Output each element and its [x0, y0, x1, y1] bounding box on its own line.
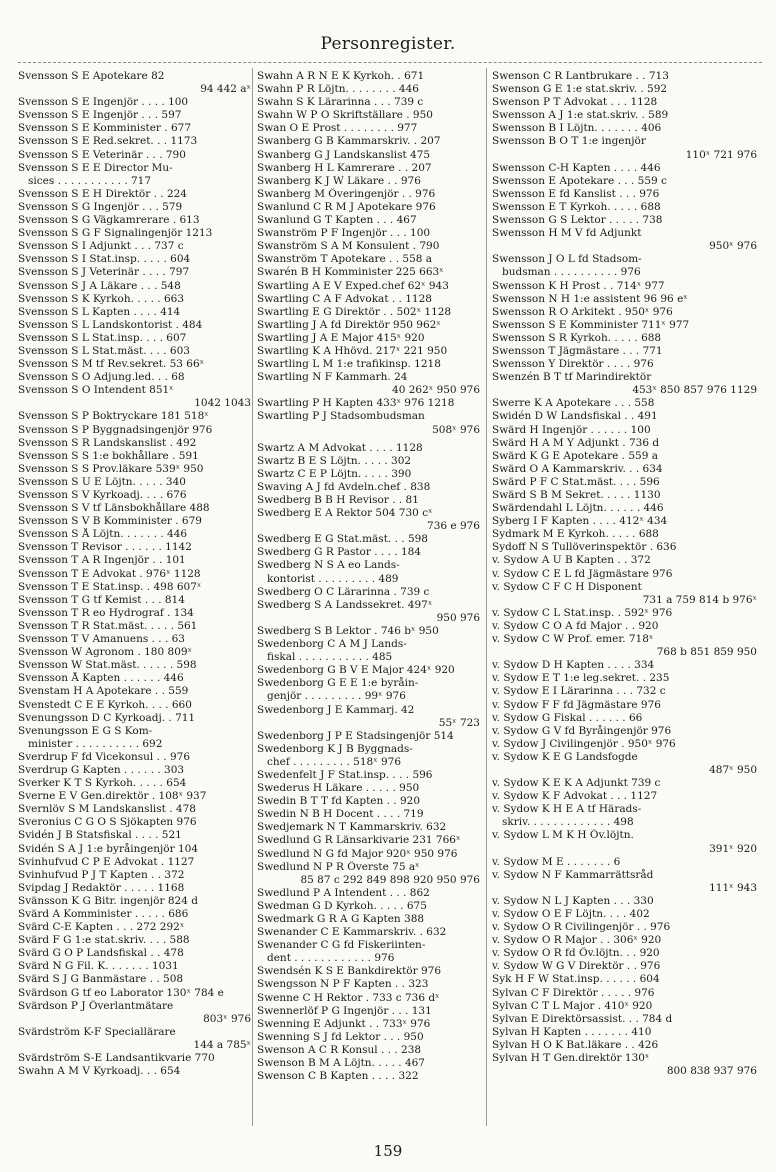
register-entry: Swenson C R Lantbrukare . . 713	[492, 70, 669, 82]
register-entry: v. Sydow L M K H Öv.löjtn.	[492, 829, 634, 842]
register-entry: v. Sydow W G V Direktör . . 976	[492, 960, 661, 973]
register-entry: Swärd S B M Sekret. . . . . 1130	[492, 489, 661, 501]
register-entry: Svensson S U E Löjtn. . . . . 340	[18, 475, 186, 488]
register-entry: v. Sydow D H Kapten . . . . 334	[492, 659, 655, 672]
register-entry: Swärd H A M Y Adjunkt . 736 d	[492, 436, 660, 449]
register-entry: Swensson G S Lektor . . . . . 738	[492, 214, 663, 227]
register-entry: v. Sydow K H E A tf Härads-	[492, 803, 642, 816]
register-entry: Sverdrup G Kapten . . . . . . 303	[18, 763, 185, 776]
register-entry: minister . . . . . . . . . . 692	[28, 737, 163, 750]
register-entry: Swahn A R N E K Kyrkoh. . 671	[257, 70, 425, 82]
register-entry: Svensson S E Ingenjör . . . 597	[18, 109, 182, 122]
register-entry: Svensson S P Boktryckare 181 518ˣ	[18, 410, 209, 423]
register-entry: Swenne C H Rektor . 733 c 736 dˣ	[257, 991, 440, 1004]
register-entry: Swartling P H Kapten 433ˣ 976 1218	[257, 397, 455, 410]
register-entry: Svipdag J Redaktör . . . . . 1168	[18, 881, 185, 894]
register-entry: v. Sydow O R Civilingenjör . . 976	[492, 921, 671, 934]
register-entry: Swenning E Adjunkt . . 733ˣ 976	[257, 1017, 431, 1030]
register-entry: Swedmark G R A G Kapten 388	[257, 913, 425, 925]
column-divider	[486, 68, 487, 1126]
column-middle	[257, 70, 480, 1083]
register-entry: Swensson A J 1:e stat.skriv. . 589	[492, 109, 669, 122]
register-entry: v. Sydow G Fiskal . . . . . . 66	[492, 711, 643, 724]
register-entry: 85 87 c 292 849 898 920 950 976	[300, 873, 480, 886]
register-entry: Swensson N H 1:e assistent 96 96 eˣ	[492, 292, 688, 305]
column-left	[18, 70, 251, 1078]
register-entry: Swidén D W Landsfiskal . . 491	[492, 410, 658, 423]
register-entry: Svensson S E Veterinär . . . 790	[18, 148, 186, 161]
register-entry: 1042 1043	[194, 397, 251, 410]
register-entry: Svensson S E Komminister . 677	[18, 122, 192, 135]
register-entry: Swedlund N P R Överste 75 aˣ	[257, 860, 420, 873]
register-entry: Swensson E fd Kanslist . . . 976	[492, 187, 660, 200]
register-entry: Svensson S E Apotekare 82	[18, 70, 165, 82]
column-divider	[252, 68, 253, 1126]
register-entry: Swensson Y Direktör . . . . 976	[492, 358, 654, 371]
register-entry: Svensson S S 1:e bokhållare . 591	[18, 449, 199, 462]
register-entry: Svensson Å Kapten . . . . . . 446	[18, 672, 184, 685]
register-entry: Svensson W Agronom . 180 809ˣ	[18, 646, 192, 659]
register-entry: Swanström T Apotekare . . 558 a	[257, 253, 433, 266]
register-entry: 800 838 937 976	[666, 1065, 757, 1078]
register-entry: Swedlund N G fd Major 920ˣ 950 976	[257, 847, 458, 860]
register-entry: Svensson S Å Löjtn. . . . . . . 446	[18, 528, 188, 541]
register-entry: Svärd F G 1:e stat.skriv. . . . 588	[18, 934, 190, 947]
register-entry: Swedenborg G B V E Major 424ˣ 920	[257, 664, 455, 677]
register-entry: Svensson S E E Director Mu-	[18, 161, 173, 174]
register-entry: Sydoff N S Tullöverinspektör . 636	[492, 541, 677, 554]
register-entry: Svensson S E Ingenjör . . . . 100	[18, 96, 189, 109]
register-entry: Svinhufvud P J T Kapten . . 372	[18, 868, 185, 881]
register-entry: Swedenborg J P E Stadsingenjör 514	[257, 729, 454, 742]
register-entry: Syk H F W Stat.insp. . . . . . 604	[492, 973, 660, 986]
register-entry: Swensson R O Arkitekt . 950ˣ 976	[492, 305, 673, 318]
register-entry: Swensson B O T 1:e ingenjör	[492, 135, 646, 148]
register-entry: Swensson J O L fd Stadsom-	[492, 253, 642, 266]
register-entry: Svärd N G Fil. K. . . . . . . 1031	[18, 960, 179, 973]
register-entry: Swaving A J fd Avdeln.chef . 838	[257, 480, 431, 493]
register-entry: Svärd A Komminister . . . . . 686	[18, 908, 189, 920]
register-entry: Svensson S G Vägkamrerare . 613	[18, 214, 200, 227]
register-entry: Svensson T R Stat.mäst. . . . . 561	[18, 619, 198, 632]
register-entry: Swenson A C R Konsul . . . 238	[257, 1043, 422, 1056]
register-entry: Sverdrup F fd Vicekonsul . . 976	[18, 750, 191, 763]
register-entry: Svensson S L Stat.insp. . . . 607	[18, 331, 187, 344]
register-entry: 110ˣ 721 976	[685, 148, 757, 161]
register-entry: Swensson B I Löjtn. . . . . . . 406	[492, 122, 662, 135]
page-number: 159	[373, 1142, 403, 1160]
register-entry: budsman . . . . . . . . . . 976	[502, 266, 641, 279]
register-entry: Svensson S E Red.sekret. . . 1173	[18, 135, 198, 148]
register-entry: 950 976	[436, 611, 480, 624]
register-entry: Swanlund G T Kapten . . . 467	[257, 214, 417, 227]
register-entry: Swahn P R Löjtn. . . . . . . . 446	[257, 83, 419, 96]
register-entry: Svensson T E Advokat . 976ˣ 1128	[18, 567, 201, 580]
register-entry: Swerre K A Apotekare . . . 558	[492, 397, 655, 410]
register-entry: Svärd S J G Banmästare . . 508	[18, 973, 184, 986]
register-entry: Swenson C B Kapten . . . . 322	[257, 1070, 419, 1083]
register-entry: Swartling E G Direktör . . 502ˣ 1128	[257, 305, 452, 318]
register-entry: Swartling P J Stadsombudsman	[257, 410, 425, 423]
register-entry: Swedberg O C Lärarinna . 739 c	[257, 585, 430, 598]
register-entry: Svensson S L Kapten . . . . 414	[18, 305, 181, 318]
register-entry: Swedberg G R Pastor . . . . 184	[257, 546, 421, 559]
register-entry: Svensson W Stat.mäst. . . . . . 598	[18, 659, 197, 672]
register-entry: Svidén J B Statsfiskal . . . . 521	[18, 829, 182, 842]
register-entry: Svensson S O Intendent 851ˣ	[18, 384, 174, 397]
register-entry: dent . . . . . . . . . . . . 976	[267, 952, 395, 965]
register-entry: Swartz A M Advokat . . . . 1128	[257, 441, 423, 454]
register-entry: Sverne E V Gen.direktör . 108ˣ 937	[18, 790, 207, 803]
register-entry: Sylvan H O K Bat.läkare . . 426	[492, 1038, 659, 1051]
register-entry: Svänsson K G Bitr. ingenjör 824 d	[18, 894, 198, 907]
register-entry: Swärd H Ingenjör . . . . . . 100	[492, 423, 651, 436]
register-entry: Swahn A M V Kyrkoadj. . . 654	[18, 1065, 181, 1078]
register-entry: Sverker K T S Kyrkoh. . . . . 654	[18, 777, 187, 790]
register-entry: v. Sydow N F Kammarrättsråd	[492, 868, 654, 881]
register-entry: Swartling J A fd Direktör 950 962ˣ	[257, 318, 441, 331]
register-entry: Swanberg H L Kamrerare . . 207	[257, 161, 432, 174]
register-entry: Svenstedt C E E Kyrkoh. . . . 660	[18, 698, 192, 711]
register-entry: Svensson T R eo Hydrograf . 134	[18, 606, 194, 619]
register-entry: 144 a 785ˣ	[193, 1038, 251, 1051]
register-entry: Swartz B E S Löjtn. . . . . 302	[257, 454, 412, 467]
register-entry: v. Sydow C W Prof. emer. 718ˣ	[492, 633, 654, 646]
register-entry: Swenander C E Kammarskriv. . 632	[257, 926, 447, 939]
column-right	[492, 70, 757, 1078]
register-entry: Swederus H Läkare . . . . . 950	[257, 782, 420, 795]
register-entry: chef . . . . . . . . . 518ˣ 976	[267, 755, 402, 768]
register-entry: Svenungsson D C Kyrkoadj. . 711	[18, 711, 196, 724]
register-entry: Swanlund C R M J Apotekare 976	[257, 200, 436, 213]
register-entry: Swan O E Prost . . . . . . . . 977	[257, 122, 418, 135]
register-entry: Swärd O A Kammarskriv. . . 634	[492, 462, 663, 475]
register-entry: 111ˣ 943	[709, 881, 757, 894]
register-entry: Svensson T V Amanuens . . . 63	[18, 633, 185, 646]
register-entry: v. Sydow O E F Löjtn. . . . 402	[492, 908, 650, 920]
register-entry: Svensson S L Stat.mäst. . . . 603	[18, 344, 190, 357]
register-entry: Swedberg E G Stat.mäst. . . 598	[257, 533, 428, 546]
register-entry: Svensson S J Veterinär . . . . 797	[18, 266, 190, 279]
register-entry: Swärd P F C Stat.mäst. . . . 596	[492, 475, 660, 488]
register-entry: Swedman G D Kyrkoh. . . . . 675	[257, 899, 427, 912]
register-entry: Sylvan H T Gen.direktör 130ˣ	[492, 1052, 650, 1065]
register-entry: Swensson C-H Kapten . . . . 446	[492, 161, 661, 174]
register-entry: v. Sydow C L Stat.insp. . 592ˣ 976	[492, 606, 673, 619]
register-entry: Svenstam H A Apotekare . . 559	[18, 685, 189, 698]
register-entry: v. Sydow C E L fd Jägmästare 976	[492, 567, 673, 580]
register-entry: Swenson P T Advokat . . . 1128	[492, 96, 658, 109]
register-entry: Svensson T E Stat.insp. . 498 607ˣ	[18, 580, 202, 593]
register-entry: Sylvan H Kapten . . . . . . . 410	[492, 1025, 652, 1038]
register-entry: v. Sydow G V fd Byråingenjör 976	[492, 724, 672, 737]
register-entry: Swärdendahl L Löjtn. . . . . . 446	[492, 502, 664, 515]
register-entry: Syberg I F Kapten . . . . 412ˣ 434	[492, 515, 668, 528]
register-entry: Swartling J A E Major 415ˣ 920	[257, 331, 425, 344]
register-entry: Swennerlöf P G Ingenjör . . . 131	[257, 1004, 432, 1017]
register-entry: Swartling K A Hhövd. 217ˣ 221 950	[257, 344, 448, 357]
register-entry: Swartling A E V Exped.chef 62ˣ 943	[257, 279, 449, 292]
register-entry: 731 a 759 814 b 976ˣ	[642, 593, 757, 606]
register-entry: 508ˣ 976	[432, 423, 480, 436]
register-entry: Svärd G O P Landsfiskal . . 478	[18, 947, 184, 960]
register-entry: Swenander C G fd Fiskeriinten-	[257, 939, 426, 952]
register-entry: Swensson K H Prost . . 714ˣ 977	[492, 279, 665, 292]
register-entry: 40 262ˣ 950 976	[392, 384, 480, 397]
register-entry: Svensson S L Landskontorist . 484	[18, 318, 203, 331]
page-title: Personregister.	[320, 34, 456, 54]
register-entry: v. Sydow K F Advokat . . . 1127	[492, 790, 658, 803]
register-entry: v. Sydow E T 1:e leg.sekret. . 235	[492, 672, 670, 685]
register-entry: Svärdson G tf eo Laborator 130ˣ 784 e	[18, 986, 224, 999]
register-entry: Swedlund P A Intendent . . . 862	[257, 886, 430, 899]
register-entry: 736 e 976	[427, 520, 480, 533]
register-entry: Swedenborg K J B Byggnads-	[257, 742, 413, 755]
register-entry: sices . . . . . . . . . . . 717	[28, 174, 152, 187]
register-entry: Swensson E T Kyrkoh. . . . . 688	[492, 200, 661, 213]
register-entry: 950ˣ 976	[709, 240, 757, 253]
register-entry: Sydmark M E Kyrkoh. . . . . 688	[492, 528, 659, 541]
register-entry: Svensson S V B Komminister . 679	[18, 515, 202, 528]
register-entry: Swanström S A M Konsulent . 790	[257, 240, 440, 253]
register-entry: Swenzén B T tf Marindirektör	[492, 371, 652, 384]
register-entry: Svidén S A J 1:e byråingenjör 104	[18, 842, 199, 855]
register-entry: Swahn W P O Skriftställare . 950	[257, 109, 433, 122]
register-entry: Svensson S K Kyrkoh. . . . . 663	[18, 292, 185, 305]
register-entry: 453ˣ 850 857 976 1129	[632, 384, 757, 397]
register-entry: 391ˣ 920	[709, 842, 757, 855]
register-entry: Svärd C-E Kapten . . . 272 292ˣ	[18, 921, 185, 934]
register-entry: Svensson S M tf Rev.sekret. 53 66ˣ	[18, 358, 205, 371]
register-entry: Swedberg S A Landssekret. 497ˣ	[257, 598, 433, 611]
register-entry: v. Sydow A U B Kapten . . 372	[492, 554, 651, 567]
register-entry: Swedin B T T fd Kapten . . 920	[257, 795, 421, 808]
register-entry: Svensson S G F Signalingenjör 1213	[18, 227, 213, 240]
register-entry: Swartz C E P Löjtn. . . . . 390	[257, 467, 412, 480]
register-entry: genjör . . . . . . . . . 99ˣ 976	[267, 690, 406, 703]
register-entry: Swenson G E 1:e stat.skriv. . 592	[492, 83, 668, 96]
register-entry: Sveronius C G O S Sjökapten 976	[18, 816, 197, 829]
register-entry: Swedenborg G E E 1:e byråin-	[257, 677, 419, 690]
register-entry: Swedberg B B H Revisor . . 81	[257, 494, 419, 506]
register-entry: Swedberg N S A eo Lands-	[257, 559, 400, 572]
register-entry: Swedberg S B Lektor . 746 bˣ 950	[257, 624, 439, 637]
register-entry: Swanberg G J Landskanslist 475	[257, 148, 431, 161]
register-entry: Swedenborg C A M J Lands-	[257, 638, 407, 651]
register-entry: Svensson T Revisor . . . . . . 1142	[18, 541, 192, 554]
register-entry: v. Sydow K E G Landsfogde	[492, 750, 638, 763]
register-entry: Swanberg M Överingenjör . . 976	[257, 187, 436, 200]
register-entry: v. Sydow F F fd Jägmästare 976	[492, 698, 661, 711]
register-entry: Svensson T A R Ingenjör . . 101	[18, 554, 186, 567]
register-entry: 55ˣ 723	[438, 716, 480, 729]
register-entry: v. Sydow O R Major . . 306ˣ 920	[492, 934, 662, 947]
register-entry: Swanberg K J W Läkare . . 976	[257, 174, 421, 187]
register-entry: Svärdson P J Överlantmätare	[18, 999, 174, 1012]
register-entry: Swedenborg J E Kammarj. 42	[257, 703, 415, 716]
register-entry: Swensson T Jägmästare . . . 771	[492, 344, 663, 357]
register-entry: 94 442 aˣ	[200, 83, 251, 96]
register-entry: Svensson S G Ingenjör . . . 579	[18, 200, 183, 213]
register-entry: Swanström P F Ingenjör . . . 100	[257, 227, 431, 240]
register-entry: Svensson S O Adjung.led. . . 68	[18, 371, 185, 384]
register-entry: 803ˣ 976	[203, 1012, 251, 1025]
register-entry: v. Sydow O R fd Öv.löjtn. . . 920	[492, 947, 660, 960]
register-entry: Svensson T G tf Kemist . . . 814	[18, 593, 185, 606]
register-entry: Swedjemark N T Kammarskriv. 632	[257, 821, 447, 834]
register-entry: Swengsson N P F Kapten . . 323	[257, 978, 429, 991]
register-entry: Swedin N B H Docent . . . . 719	[257, 808, 424, 821]
register-entry: v. Sydow E I Lärarinna . . . 732 c	[492, 685, 666, 698]
register-entry: Svernlöv S M Landskanslist . 478	[18, 803, 196, 816]
register-entry: Svinhufvud C P E Advokat . 1127	[18, 855, 195, 868]
register-entry: Svensson S J A Läkare . . . 548	[18, 279, 181, 292]
register-entry: Sylvan C F Direktör . . . . . 976	[492, 986, 655, 999]
register-entry: 768 b 851 859 950	[656, 646, 757, 659]
register-entry: Svärdström S-E Landsantikvarie 770	[18, 1052, 215, 1065]
register-entry: Swarén B H Komminister 225 663ˣ	[257, 266, 444, 279]
register-entry: fiskal . . . . . . . . . . . 485	[267, 651, 393, 664]
register-entry: Svensson S R Landskanslist . 492	[18, 436, 197, 449]
register-entry: Svensson S P Byggnadsingenjör 976	[18, 423, 213, 436]
register-entry: Svenungsson E G S Kom-	[18, 724, 153, 737]
register-entry: skriv. . . . . . . . . . . . . 498	[502, 816, 634, 829]
register-entry: Sylvan E Direktörsassist. . . 784 d	[492, 1012, 673, 1025]
register-entry: Swensson E Apotekare . . . 559 c	[492, 174, 667, 187]
register-entry: Sylvan C T L Major . 410ˣ 920	[492, 999, 653, 1012]
register-entry: Swensson H M V fd Adjunkt	[492, 227, 642, 240]
register-entry: Swartling L M 1:e trafikinsp. 1218	[257, 358, 441, 371]
register-entry: Swedlund G R Länsarkivarie 231 766ˣ	[257, 834, 461, 847]
register-entry: Swensson S E Komminister 711ˣ 977	[492, 318, 690, 331]
register-entry: v. Sydow C F C H Disponent	[492, 580, 642, 593]
register-entry: Swahn S K Lärarinna . . . 739 c	[257, 96, 424, 109]
register-entry: Swensson S R Kyrkoh. . . . . 688	[492, 331, 662, 344]
register-entry: 487ˣ 950	[709, 763, 757, 776]
register-entry: Swartling N F Kammarh. 24	[257, 371, 408, 384]
header-rule	[18, 62, 762, 63]
register-entry: Svensson S V Kyrkoadj. . . . 676	[18, 489, 187, 501]
register-entry: Swendsén K S E Bankdirektör 976	[257, 965, 442, 978]
register-entry: Swenning S J fd Lektor . . . 950	[257, 1030, 424, 1043]
register-entry: Swedberg E A Rektor 504 730 cˣ	[257, 507, 433, 520]
register-entry: v. Sydow K E K A Adjunkt 739 c	[492, 777, 661, 790]
register-entry: v. Sydow C O A fd Major . . 920	[492, 619, 659, 632]
register-entry: Svensson S V tf Länsbokhållare 488	[18, 502, 210, 515]
register-entry: Swenson B M A Löjtn. . . . . 467	[257, 1057, 425, 1070]
register-entry: v. Sydow J Civilingenjör . 950ˣ 976	[492, 737, 676, 750]
register-entry: Svensson S I Adjunkt . . . 737 c	[18, 240, 184, 253]
register-entry: Swartling C A F Advokat . . 1128	[257, 292, 432, 305]
register-entry: Swedenfelt J F Stat.insp. . . . 596	[257, 768, 433, 781]
register-entry: Swanberg G B Kammarskriv. . 207	[257, 135, 441, 148]
register-entry: v. Sydow N L J Kapten . . . 330	[492, 894, 654, 907]
register-entry: Swärd K G E Apotekare . 559 a	[492, 449, 658, 462]
register-entry: v. Sydow M E . . . . . . . 6	[492, 855, 621, 868]
register-entry: Svensson S S Prov.läkare 539ˣ 950	[18, 462, 204, 475]
register-entry: Svensson S E H Direktör . . 224	[18, 187, 187, 200]
register-entry: Svärdström K-F Speciallärare	[18, 1025, 176, 1038]
register-entry: kontorist . . . . . . . . . 489	[267, 572, 399, 585]
register-entry: Svensson S I Stat.insp. . . . . 604	[18, 253, 191, 266]
